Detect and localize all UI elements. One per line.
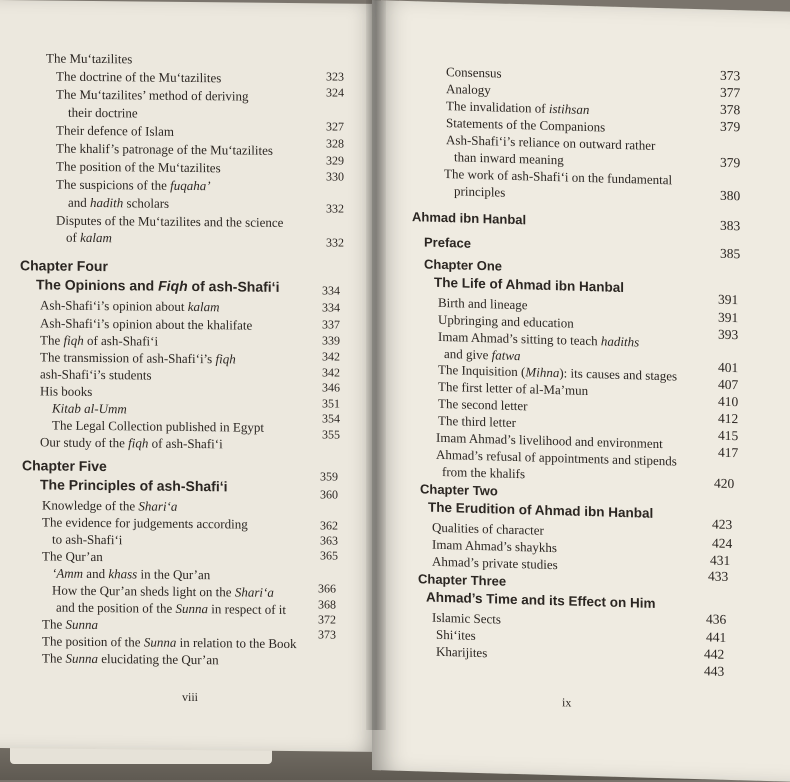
chapter-title: The Life of Ahmad ibn Hanbal [434, 274, 625, 296]
toc-entry: Imam Ahmad’s shaykhs [432, 536, 557, 556]
toc-entry: The suspicions of the fuqaha’ [56, 176, 211, 194]
toc-entry: Shi‘ites [436, 626, 476, 643]
toc-page-number: 355 [322, 427, 340, 442]
chapter-title: The Opinions and Fiqh of ash-Shafi‘i [36, 276, 280, 295]
toc-page-number: 391 [718, 291, 739, 308]
toc-page-number: 379 [720, 154, 741, 171]
toc-page-number: 424 [712, 535, 733, 552]
toc-page-number: 327 [326, 119, 344, 134]
toc-page-number: 330 [326, 169, 344, 184]
chapter-heading: Chapter One [424, 256, 503, 274]
toc-page-number: 410 [718, 393, 739, 410]
toc-entry: Analogy [446, 81, 491, 98]
toc-page-number: 415 [718, 427, 739, 444]
toc-page-number: 332 [326, 201, 344, 216]
left-page [0, 0, 380, 752]
toc-page-number: 324 [326, 85, 344, 100]
toc-entry: Imam Ahmad’s livelihood and environment [436, 429, 663, 452]
toc-entry: Consensus [446, 64, 502, 81]
toc-page-number: 373 [318, 627, 336, 642]
toc-entry: principles [454, 183, 506, 200]
toc-page-number: 401 [718, 359, 739, 376]
toc-page-number: 407 [718, 376, 739, 393]
toc-page-number: 366 [318, 581, 336, 596]
toc-entry: and give fatwa [444, 346, 521, 364]
toc-entry: The work of ash-Shafi‘i on the fundamental [444, 166, 673, 188]
toc-page-number: 339 [322, 333, 340, 348]
toc-entry: The Qur’an [42, 548, 103, 565]
toc-page-number: 373 [720, 67, 741, 84]
chapter-heading: Chapter Five [22, 457, 107, 475]
toc-entry: from the khalifs [442, 463, 526, 482]
toc-entry: The second letter [438, 395, 528, 414]
toc-page-number: 360 [320, 487, 338, 502]
toc-page-number: 329 [326, 153, 344, 168]
chapter-heading: Chapter Two [420, 481, 498, 499]
toc-page-number: 351 [322, 396, 340, 411]
book-gutter [366, 0, 386, 730]
toc-page-number: 417 [718, 444, 739, 461]
toc-entry: Ahmad’s private studies [432, 553, 558, 573]
toc-page-number: 342 [322, 365, 340, 380]
toc-entry: Islamic Sects [432, 609, 501, 627]
toc-page-number: 436 [706, 611, 727, 627]
right-page [372, 0, 790, 782]
toc-page-number: 337 [322, 317, 340, 332]
toc-entry: The khalif’s patronage of the Mu‘tazilites [56, 140, 273, 158]
toc-page-number: 334 [322, 300, 340, 315]
toc-entry: The doctrine of the Mu‘tazilites [56, 68, 222, 86]
toc-page-number: 443 [704, 663, 725, 679]
toc-page-number: 368 [318, 597, 336, 612]
toc-entry: and hadith scholars [68, 194, 170, 211]
chapter-title: The Erudition of Ahmad ibn Hanbal [428, 499, 654, 521]
toc-entry: The fiqh of ash-Shafi‘i [40, 332, 159, 349]
chapter-heading: Chapter Three [418, 571, 507, 589]
toc-entry: The transmission of ash-Shafi‘i’s fiqh [40, 349, 236, 367]
toc-entry: The Inquisition (Mihna): its causes and stages [438, 361, 678, 384]
toc-entry: The Legal Collection published in Egypt [52, 417, 264, 435]
toc-page-number: 359 [320, 469, 338, 484]
toc-entry: Kharijites [436, 643, 488, 661]
toc-entry: Imam Ahmad’s sitting to teach hadiths [438, 328, 640, 350]
toc-entry: Upbringing and education [438, 311, 574, 331]
page-folio: ix [562, 695, 572, 710]
toc-entry: of kalam [66, 229, 112, 246]
part-heading: Ahmad ibn Hanbal [412, 209, 527, 228]
toc-entry: How the Qur’an sheds light on the Shari‘a [52, 582, 274, 600]
page-folio: viii [182, 689, 199, 705]
toc-entry: The Sunna [42, 616, 98, 633]
toc-page-number: 442 [704, 646, 725, 662]
toc-page-number: 379 [720, 118, 741, 135]
toc-page-number: 365 [320, 548, 338, 563]
toc-entry: Qualities of character [432, 519, 544, 538]
toc-entry: ‘Amm and khass in the Qur’an [52, 565, 211, 583]
toc-page-number: 332 [326, 235, 344, 250]
toc-entry: His books [40, 383, 93, 399]
toc-entry: The invalidation of istihsan [446, 98, 590, 118]
toc-entry: Ash-Shafi‘i’s reliance on outward rather [446, 132, 656, 153]
toc-page-number: 334 [322, 283, 340, 298]
toc-entry: their doctrine [68, 104, 138, 121]
toc-entry: Our study of the fiqh of ash-Shafi‘i [40, 434, 223, 452]
toc-page-number: 346 [322, 380, 340, 395]
toc-entry: Birth and lineage [438, 294, 528, 313]
toc-entry: Disputes of the Mu‘tazilites and the science [56, 212, 284, 230]
chapter-title: The Principles of ash-Shafi‘i [40, 476, 228, 495]
toc-entry: than inward meaning [454, 149, 564, 168]
toc-entry: Ash-Shafi‘i’s opinion about kalam [40, 297, 220, 315]
toc-page-number: 423 [712, 516, 733, 533]
toc-entry: The position of the Sunna in relation to the Book [42, 633, 297, 652]
toc-page-number: 377 [720, 84, 741, 101]
toc-page-number: 342 [322, 349, 340, 364]
toc-entry: The Mu‘tazilites’ method of deriving [56, 86, 249, 104]
toc-page-number: 441 [706, 629, 727, 645]
toc-entry: The Mu‘tazilites [46, 50, 133, 67]
toc-page-number: 354 [322, 411, 340, 426]
toc-page-number: 385 [720, 245, 741, 262]
toc-entry: and the position of the Sunna in respect of it [56, 599, 286, 617]
chapter-heading: Chapter Four [20, 257, 108, 275]
chapter-title: Ahmad’s Time and its Effect on Him [426, 589, 656, 611]
toc-page-number: 420 [714, 475, 735, 492]
toc-page-number: 378 [720, 101, 741, 118]
toc-page-number: 328 [326, 136, 344, 151]
toc-entry: Ahmad’s refusal of appointments and stipends [436, 446, 677, 469]
toc-entry: Statements of the Companions [446, 115, 606, 135]
toc-page-number: 433 [708, 568, 729, 584]
toc-page-number: 363 [320, 533, 338, 548]
toc-page-number: 391 [718, 309, 739, 326]
toc-entry: The position of the Mu‘tazilites [56, 158, 221, 176]
toc-entry: Their defence of Islam [56, 122, 175, 139]
toc-entry: The Sunna elucidating the Qur’an [42, 650, 219, 668]
toc-page-number: 393 [718, 326, 739, 343]
toc-entry: The third letter [438, 412, 516, 431]
toc-entry: The first letter of al-Ma’mun [438, 378, 589, 399]
toc-entry: Knowledge of the Shari‘a [42, 497, 178, 514]
toc-entry: to ash-Shafi‘i [52, 531, 123, 548]
toc-page-number: 323 [326, 69, 344, 84]
toc-page-number: 362 [320, 518, 338, 533]
toc-page-number: 372 [318, 612, 336, 627]
toc-page-number: 431 [710, 552, 731, 569]
toc-entry: The evidence for judgements according [42, 514, 248, 532]
toc-page-number: 412 [718, 410, 739, 427]
preface-heading: Preface [424, 234, 471, 251]
toc-page-number: 383 [720, 217, 741, 234]
toc-entry: Ash-Shafi‘i’s opinion about the khalifate [40, 315, 253, 333]
toc-page-number: 380 [720, 187, 741, 204]
toc-entry: Kitab al-Umm [52, 400, 127, 417]
toc-entry: ash-Shafi‘i’s students [40, 366, 152, 383]
